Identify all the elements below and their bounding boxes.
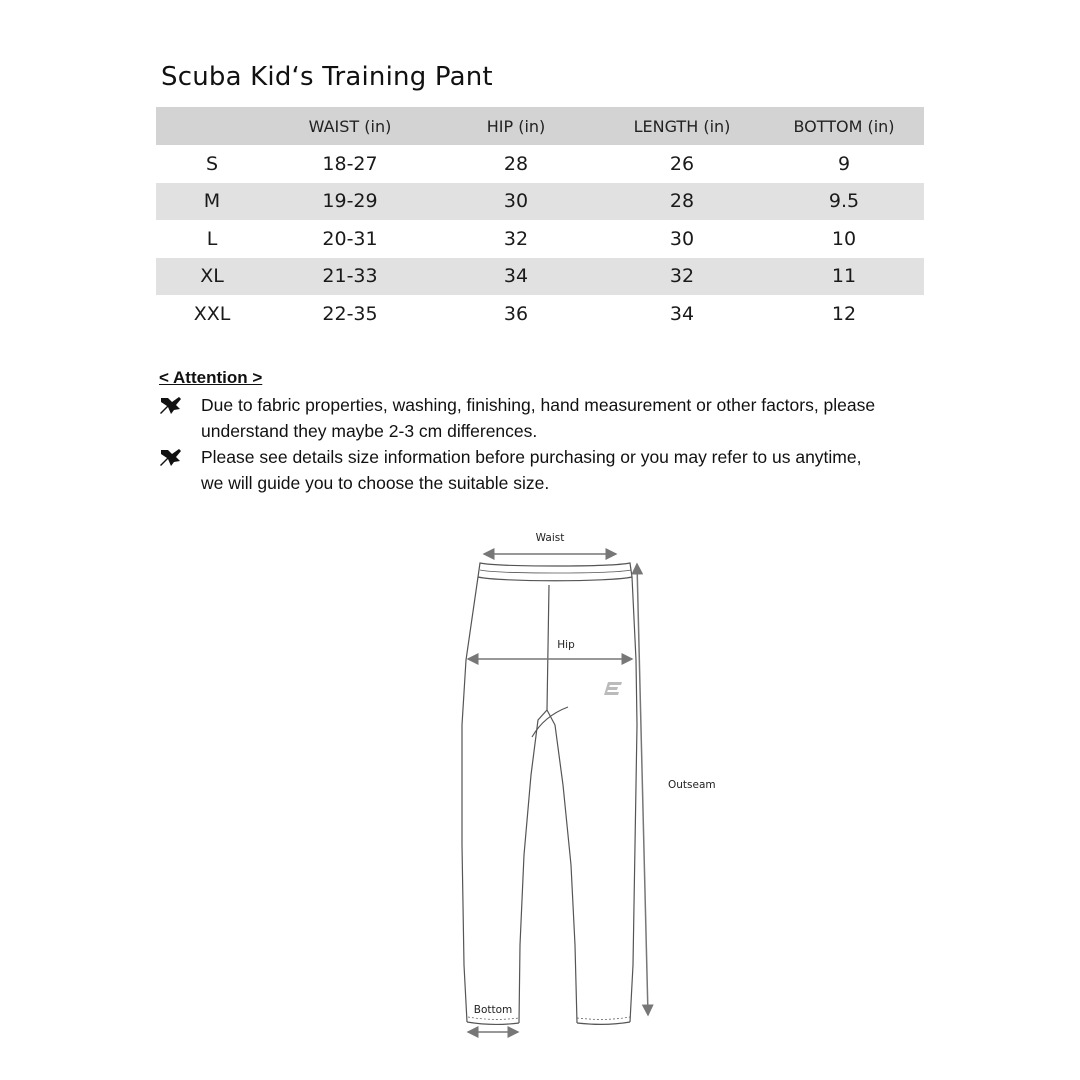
hip-cell: 34 xyxy=(432,258,600,296)
size-cell: S xyxy=(205,152,219,175)
table-row xyxy=(156,220,924,258)
brand-logo-icon xyxy=(604,682,622,695)
size-cell: M xyxy=(156,183,268,221)
bottom-cell: 11 xyxy=(764,258,924,296)
pant-measurement-diagram xyxy=(440,525,740,1045)
bottom-cell: 9 xyxy=(837,152,851,175)
hip-cell: 28 xyxy=(503,152,529,175)
bottom-label: Bottom xyxy=(473,1004,513,1016)
header-cell: LENGTH (in) xyxy=(600,107,764,145)
hip-label: Hip xyxy=(557,639,575,651)
table-row xyxy=(156,295,924,333)
table-header-row xyxy=(156,107,924,145)
hip-cell: 30 xyxy=(432,183,600,221)
waist-cell: 20-31 xyxy=(322,227,378,250)
length-cell: 26 xyxy=(669,152,695,175)
header-cell: WAIST (in) xyxy=(268,107,432,145)
waist-label: Waist xyxy=(535,532,565,544)
waist-cell: 19-29 xyxy=(268,183,432,221)
pushpin-icon xyxy=(159,446,185,468)
bottom-cell: 10 xyxy=(831,227,857,250)
outseam-label: Outseam xyxy=(668,779,716,791)
waist-cell: 21-33 xyxy=(268,258,432,296)
table-row xyxy=(156,145,924,183)
hip-cell: 32 xyxy=(503,227,529,250)
size-chart-table xyxy=(156,107,924,333)
pant-outline xyxy=(462,563,637,1024)
pushpin-icon xyxy=(159,394,185,416)
attention-note-text: Please see details size information before purchasing or you may refer to us anytime, we will guide you to choose the suitable size. xyxy=(201,447,862,493)
table-row xyxy=(156,183,924,221)
length-cell: 28 xyxy=(600,183,764,221)
length-cell: 30 xyxy=(669,227,695,250)
attention-note xyxy=(159,444,879,496)
bottom-cell: 12 xyxy=(831,302,857,325)
size-cell: XL xyxy=(156,258,268,296)
header-cell: HIP (in) xyxy=(432,107,600,145)
attention-note-text: Due to fabric properties, washing, finishing, hand measurement or other factors, please understand they maybe 2-3 cm differences. xyxy=(201,395,876,441)
hip-cell: 36 xyxy=(503,302,529,325)
size-cell: L xyxy=(206,227,218,250)
waist-cell: 18-27 xyxy=(322,152,378,175)
header-cell xyxy=(156,107,268,145)
header-cell: BOTTOM (in) xyxy=(764,107,924,145)
bottom-cell: 9.5 xyxy=(764,183,924,221)
measurement-arrows xyxy=(468,554,648,1032)
table-row xyxy=(156,258,924,296)
waist-cell: 22-35 xyxy=(322,302,378,325)
attention-note xyxy=(159,392,879,444)
page-title: Scuba Kid‘s Training Pant xyxy=(161,62,493,92)
attention-heading: < Attention > xyxy=(159,368,263,387)
length-cell: 32 xyxy=(600,258,764,296)
length-cell: 34 xyxy=(669,302,695,325)
size-cell: XXL xyxy=(193,302,231,325)
